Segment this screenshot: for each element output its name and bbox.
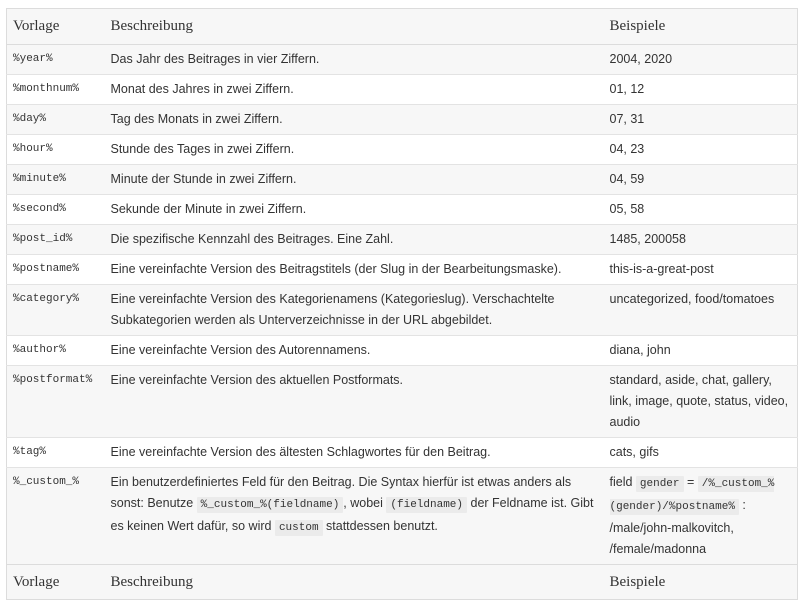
row-example: 07, 31 xyxy=(604,105,798,135)
table-row xyxy=(7,225,798,255)
row-example: cats, gifs xyxy=(604,438,798,468)
table-row xyxy=(7,165,798,195)
row-tag: %year% xyxy=(7,45,105,75)
table-row xyxy=(7,75,798,105)
header-vorlage: Vorlage xyxy=(7,9,105,45)
row-tag: %day% xyxy=(7,105,105,135)
table-row xyxy=(7,336,798,366)
table-row xyxy=(7,438,798,468)
row-tag: %minute% xyxy=(7,165,105,195)
header-beispiele: Beispiele xyxy=(604,9,798,45)
table-footer-row xyxy=(7,565,798,600)
footer-beschreibung: Beschreibung xyxy=(105,565,604,600)
row-description: Tag des Monats in zwei Ziffern. xyxy=(105,105,604,135)
example-text: : /male/john-malkovitch, /female/madonna xyxy=(609,498,746,556)
row-example: 2004, 2020 xyxy=(604,45,798,75)
row-tag: %postformat% xyxy=(7,366,105,438)
code-snippet: (fieldname) xyxy=(386,497,467,513)
row-example: this-is-a-great-post xyxy=(604,255,798,285)
code-snippet: custom xyxy=(275,520,323,536)
row-description: Eine vereinfachte Version des Beitragstitels (der Slug in der Bearbeitungsmaske). xyxy=(105,255,604,285)
row-description xyxy=(105,468,604,565)
table-row xyxy=(7,45,798,75)
row-example: standard, aside, chat, gallery, link, image, quote, status, video, audio xyxy=(604,366,798,438)
row-description: Minute der Stunde in zwei Ziffern. xyxy=(105,165,604,195)
header-beschreibung: Beschreibung xyxy=(105,9,604,45)
row-tag: %monthnum% xyxy=(7,75,105,105)
code-snippet: gender xyxy=(636,476,684,492)
row-tag: %postname% xyxy=(7,255,105,285)
table-row xyxy=(7,195,798,225)
code-snippet: /%_custom_%(gender)/%postname% xyxy=(609,478,775,513)
row-example: 1485, 200058 xyxy=(604,225,798,255)
footer-beispiele: Beispiele xyxy=(604,565,798,600)
row-example: uncategorized, food/tomatoes xyxy=(604,285,798,336)
table-row-custom xyxy=(7,468,798,565)
footer-vorlage: Vorlage xyxy=(7,565,105,600)
row-description: Stunde des Tages in zwei Ziffern. xyxy=(105,135,604,165)
permalink-tags-table xyxy=(6,8,798,600)
table-row xyxy=(7,255,798,285)
table-row xyxy=(7,105,798,135)
desc-text: der Feldname ist. Gibt es keinen Wert dafür, so wird xyxy=(110,496,594,533)
desc-text: Ein benutzerdefiniertes Feld für den Beitrag. Die Syntax hierfür ist etwas anders als sonst: Benutze xyxy=(110,475,572,510)
row-tag: %author% xyxy=(7,336,105,366)
row-tag: %_custom_% xyxy=(7,468,105,565)
table-row xyxy=(7,285,798,336)
row-tag: %second% xyxy=(7,195,105,225)
row-example: 05, 58 xyxy=(604,195,798,225)
row-tag: %tag% xyxy=(7,438,105,468)
row-tag: %post_id% xyxy=(7,225,105,255)
row-description: Die spezifische Kennzahl des Beitrages. Eine Zahl. xyxy=(105,225,604,255)
desc-text: stattdessen benutzt. xyxy=(322,519,438,533)
row-example: 04, 59 xyxy=(604,165,798,195)
row-example: 01, 12 xyxy=(604,75,798,105)
row-description: Das Jahr des Beitrages in vier Ziffern. xyxy=(105,45,604,75)
example-text: field xyxy=(609,475,636,489)
row-description: Eine vereinfachte Version des ältesten Schlagwortes für den Beitrag. xyxy=(105,438,604,468)
row-example: 04, 23 xyxy=(604,135,798,165)
example-text: = xyxy=(683,475,698,489)
row-description: Sekunde der Minute in zwei Ziffern. xyxy=(105,195,604,225)
table-row xyxy=(7,366,798,438)
row-description: Eine vereinfachte Version des Kategorienamens (Kategorieslug). Verschachtelte Subkategorien werden als Unterverzeichnisse in der URL abgebildet. xyxy=(105,285,604,336)
table-body xyxy=(7,45,798,565)
desc-text: , wobei xyxy=(343,496,387,510)
row-tag: %category% xyxy=(7,285,105,336)
table-header-row xyxy=(7,9,798,45)
row-example: diana, john xyxy=(604,336,798,366)
row-description: Monat des Jahres in zwei Ziffern. xyxy=(105,75,604,105)
row-tag: %hour% xyxy=(7,135,105,165)
table-row xyxy=(7,135,798,165)
row-example xyxy=(604,468,798,565)
row-description: Eine vereinfachte Version des aktuellen Postformats. xyxy=(105,366,604,438)
code-snippet: %_custom_%(fieldname) xyxy=(197,497,344,513)
row-description: Eine vereinfachte Version des Autorennamens. xyxy=(105,336,604,366)
